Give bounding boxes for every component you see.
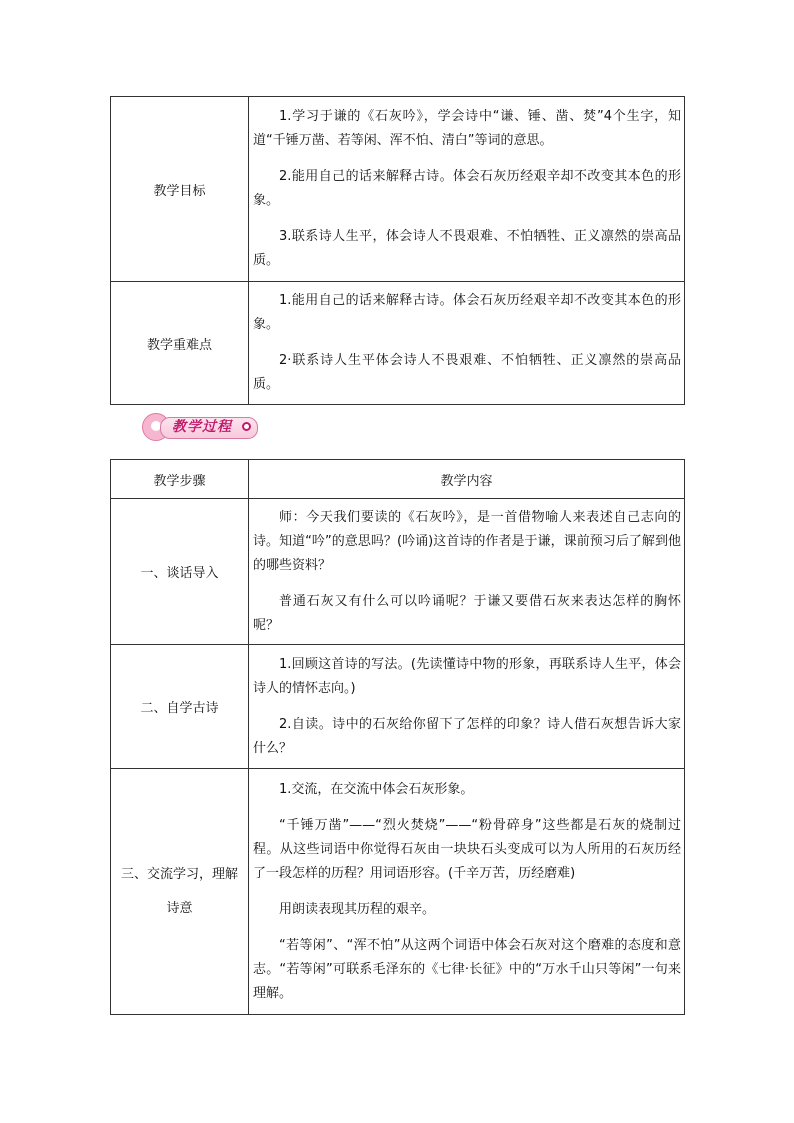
row-label: 一、谈话导入 [111,499,249,645]
paragraph: 普通石灰又有什么可以吟诵呢？于谦又要借石灰来表达怎样的胸怀呢？ [253,593,681,633]
row-content [249,97,685,282]
row-content [249,499,685,645]
paragraph: 3.联系诗人生平，体会诗人不畏艰难、不怕牺牲、正义凛然的崇高品质。 [253,229,681,268]
table-row [111,282,685,405]
paragraph: 用朗读表现其历程的艰辛。 [279,901,436,917]
paragraph: 1.回顾这首诗的写法。(先读懂诗中物的形象，再联系诗人生平，体会诗人的情怀志向。) [253,656,681,696]
row-content [249,282,685,405]
paragraph: 师：今天我们要读的《石灰吟》，是一首借物喻人来表述自己志向的诗。知道“吟”的意思吗？(吟诵)这首诗的作者是于谦，课前预习后了解到他的哪些资料？ [253,509,681,573]
table-header-row [111,460,685,499]
header-step: 教学步骤 [111,460,249,499]
paragraph: 2.能用自己的话来解释古诗。体会石灰历经艰辛却不改变其本色的形象。 [253,169,681,208]
table-row [111,645,685,769]
row-content [249,645,685,769]
table-row [111,499,685,645]
paragraph: 1.交流，在交流中体会石灰形象。 [279,781,474,797]
row-label: 教学目标 [111,97,249,282]
objectives-table [110,96,685,405]
paragraph: 1.学习于谦的《石灰吟》，学会诗中“谦、锤、凿、焚”4个生字，知道“千锤万凿、若等闲、浑不怕、清白”等词的意思。 [253,109,681,148]
section-title-text: 教学过程 [172,419,232,435]
row-label: 三、交流学习，理解诗意 [111,769,249,1015]
paragraph: “千锤万凿”——“烈火焚烧”——“粉骨碎身”这些都是石灰的烧制过程。从这些词语中你觉得石灰由一块块石头变成可以为人所用的石灰历经了一段怎样的历程？用词语形容。(千辛万苦，历经磨难) [253,817,681,881]
paragraph: 2·联系诗人生平体会诗人不畏艰难、不怕牺牲、正义凛然的崇高品质。 [253,353,681,392]
row-label: 教学重难点 [111,282,249,405]
header-content: 教学内容 [249,460,685,499]
paragraph: 1.能用自己的话来解释古诗。体会石灰历经艰辛却不改变其本色的形象。 [253,293,681,332]
row-content [249,769,685,1015]
row-label: 二、自学古诗 [111,645,249,769]
section-title [142,411,262,441]
table-row [111,97,685,282]
table-row [111,769,685,1015]
paragraph: 2.自读。诗中的石灰给你留下了怎样的印象？诗人借石灰想告诉大家什么？ [253,716,681,756]
process-table [110,459,685,1015]
paragraph: “若等闲”、“浑不怕”从这两个词语中体会石灰对这个磨难的态度和意志。“若等闲”可联系毛泽东的《七律·长征》中的“万水千山只等闲”一句来理解。 [253,937,681,1001]
target-icon [242,422,251,431]
